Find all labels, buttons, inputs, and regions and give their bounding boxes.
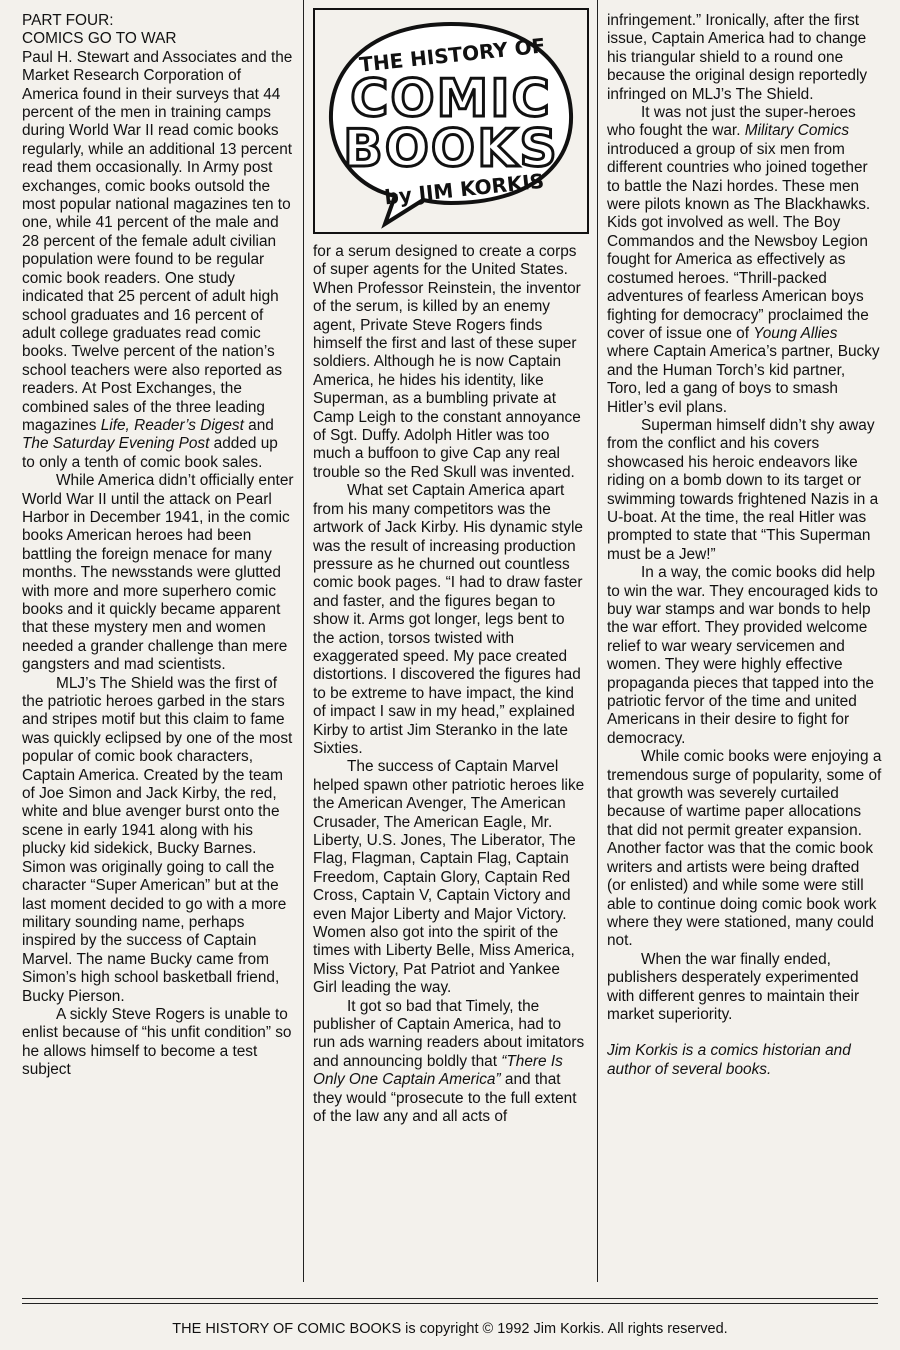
logo-line-1: THE HISTORY OF — [358, 33, 547, 77]
author-bio: Jim Korkis is a comics historian and author of several books. — [607, 1042, 851, 1078]
paragraph: infringement.” Ironically, after the first issue, Captain America had to change his triangular shield to a round one because the original design reportedly infringed on MLJ’s The Shield. — [607, 12, 868, 103]
paragraph: While comic books were enjoying a tremendous surge of popularity, some of that growth was severely curtailed because of wartime paper allocations that did not permit greater expansion. Another factor was that the comic book writers and artists were being drafted (or enlisted) and while some were still able to continue doing comic book work where they were stationed, many could not. — [607, 748, 882, 950]
logo-line-4: by JIM KORKIS — [383, 168, 546, 210]
paragraph: Superman himself didn’t shy away from the conflict and his covers showcased his heroic endeavors like riding on a bomb down to its target or swimming towards frightened Nazis in a U-boat. At the time, the real Hitler was prompted to state that “This Superman must be a Jew!” — [607, 416, 879, 563]
paragraph: The success of Captain Marvel helped spawn other patriotic heroes like the American Avenger, The American Crusader, The American Eagle, Mr. Liberty, U.S. Jones, The Liberator, The Flag, Flagman, Captain Flag, Captain Freedom, Captain Glory, Captain Red Cross, Captain V, Captain Victory and even Major Liberty and Major Victory. Women also got into the spirit of the times with Liberty Belle, Miss America, Miss Victory, Pat Patriot and Yankee Girl leading the way. — [313, 758, 585, 997]
column-divider-left — [303, 0, 304, 1282]
paragraph: A sickly Steve Rogers is unable to enlist because of “his unfit condition” so he allows himself to become a test subject — [22, 1005, 292, 1079]
article-column-1 — [22, 12, 294, 1080]
column-divider-right — [597, 0, 598, 1282]
paragraph: In a way, the comic books did help to win the war. They encouraged kids to buy war stamps and war bonds to help the war effort. They provided welcome relief to war weary servicemen and women. They were highly effective propaganda pieces that tapped into the patriotic fervor of the time and united Americans in their desire to fight for democracy. — [607, 564, 878, 747]
article-column-3 — [607, 12, 882, 1079]
part-label: PART FOUR: — [22, 12, 114, 29]
paragraph: What set Captain America apart from his many competitors was the artwork of Jack Kirby. His dynamic style was the result of increasing production pressure as he churned out countless comic book pages. “I had to draw faster and faster, and the figures began to show it. Arms got longer, legs bent to the action, torsos twisted with exaggerated speed. My pace created distortions. I discovered the figures had to be extreme to have impact, the kind of impact I saw in my head,” explained Kirby to artist Jim Steranko in the late Sixties. — [313, 482, 583, 757]
part-title: COMICS GO TO WAR — [22, 30, 177, 48]
paragraph: for a serum designed to create a corps of super agents for the United States. When Professor Reinstein, the inventor of the serum, is killed by an enemy agent, Private Steve Rogers finds himself the first and last of these super soldiers. Although he is now Captain America, he hides his identity, like Superman, as a bumbling private at Camp Leigh to the constant annoyance of Sgt. Duffy. Adolph Hitler was too much a buffoon to give Cap any real trouble so the Red Skull was invented. — [313, 243, 581, 481]
article-column-2 — [313, 243, 585, 1127]
history-of-comic-books-logo — [313, 8, 589, 234]
logo-line-2: COMIC — [350, 69, 552, 129]
paragraph: It was not just the super-heroes who fought the war. Military Comics introduced a group of six men from different countries who joined together to battle the Nazi hordes. These men were pilots known as The Blackhawks. Kids got involved as well. The Boy Commandos and the Newsboy Legion fought for America as effectively as costumed heroes. “Thrill-packed adventures of fearless American boys fighting for democracy” proclaimed the cover of issue one of Young Allies where Captain America’s partner, Bucky and the Human Torch’s kid partner, Toro, led a gang of boys to smash Hitler’s evil plans. — [607, 104, 880, 416]
logo-line-3: BOOKS — [343, 119, 559, 179]
copyright-footer: THE HISTORY OF COMIC BOOKS is copyright © 1992 Jim Korkis. All rights reserved. — [172, 1321, 728, 1337]
footer-rule-bottom — [22, 1303, 878, 1304]
paragraph: While America didn’t officially enter World War II until the attack on Pearl Harbor in December 1941, in the comic books American heroes had been battling the foreign menace for many months. The newsstands were glutted with more and more superhero comic books and it quickly became apparent that these mystery men and women needed a grander challenge than mere gangsters and mad scientists. — [22, 472, 294, 674]
paragraph: It got so bad that Timely, the publisher of Captain America, had to run ads warning readers about imitators and announcing boldly that “There Is Only One Captain America” and that they would “prosecute to the full extent of the law any and all acts of — [313, 997, 585, 1126]
footer-rule-top — [22, 1298, 878, 1299]
paragraph: MLJ’s The Shield was the first of the patriotic heroes garbed in the stars and stripes motif but this claim to fame was quickly eclipsed by one of the most popular of comic book characters, Captain America. Created by the team of Joe Simon and Jack Kirby, the red, white and blue avenger burst onto the scene in early 1941 along with his plucky kid sidekick, Bucky Barnes. Simon was originally going to call the character “Super American” but at the last moment decided to go with a more military sounding name, perhaps inspired by the success of Captain Marvel. The name Bucky came from Simon’s high school basketball friend, Bucky Pierson. — [22, 674, 293, 1005]
paragraph: Paul H. Stewart and Associates and the Market Research Corporation of America found in their surveys that 44 percent of the men in training camps during World War II read comic books regularly, while an additional 13 percent read them occasionally. In Army post exchanges, comic books outsold the most popular national magazines ten to one, while 41 percent of the male and 28 percent of the female adult civilian population were found to be regular comic book readers. One study indicated that 25 percent of adult high school graduates and 16 percent of adult college graduates read comic books. Twelve percent of the nation’s school teachers were also reported as readers. At Post Exchanges, the combined sales of the three leading magazines Life, Reader’s Digest and The Saturday Evening Post added up to only a tenth of comic book sales. — [22, 48, 293, 471]
paragraph: When the war finally ended, publishers desperately experimented with different genres to maintain their market superiority. — [607, 950, 860, 1023]
